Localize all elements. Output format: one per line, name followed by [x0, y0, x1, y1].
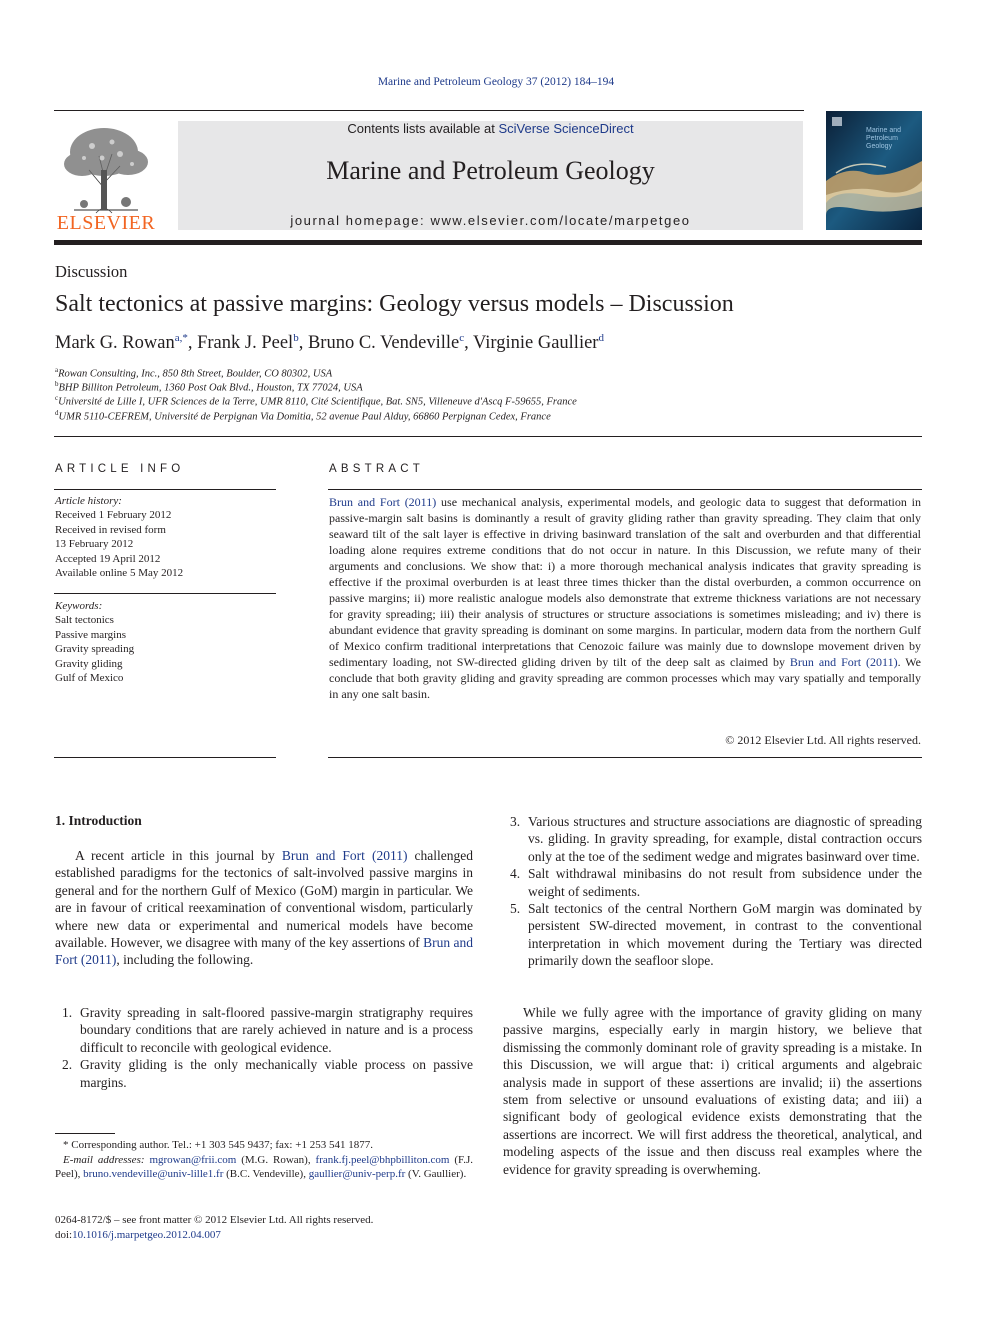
list-text: Salt withdrawal minibasins do not result from subsidence under the weight of sediments.	[528, 866, 922, 899]
email-owner: (M.G. Rowan),	[236, 1153, 316, 1166]
author-name: Frank J. Peel	[197, 333, 294, 354]
article-info-rule	[54, 489, 276, 490]
assertion-list-continued	[503, 813, 922, 970]
author-affiliation-marker[interactable]: d	[598, 332, 604, 344]
author-affiliation-marker[interactable]: b	[293, 332, 299, 344]
list-number: 3.	[510, 814, 521, 829]
affiliation-marker: a	[55, 366, 59, 374]
article-info-rule	[54, 757, 276, 758]
front-matter	[55, 1213, 373, 1242]
intro-paragraph: While we fully agree with the importance of gravity gliding on many passive margins, especially early in margin history, we believe that dismissing the commonly dominant role of gravity spreading is a mistake. In this Discussion, we will argue that: i) critical arguments and algebraic analysis made in support of these assertions are invalid; ii) the assertions stem from selective or unsound evaluations of existing data; and iii) a significant body of geological evidence exists demonstrating that the assertions are incorrect. We will first address the theoretical, analytical, and modeling aspects of the issue and then discuss real examples where the evidence for gravity spreading is overwheming.	[503, 1005, 922, 1177]
email-label: E-mail addresses:	[63, 1153, 150, 1166]
history-entry: Received 1 February 2012	[55, 509, 172, 522]
author-name: Bruno C. Vendeville	[307, 333, 460, 354]
affiliation	[55, 380, 363, 394]
email-addresses	[55, 1153, 473, 1182]
author[interactable]	[55, 333, 197, 353]
abstract-rule	[328, 757, 922, 758]
email-owner: (F.J. Peel),	[55, 1153, 474, 1180]
journal-reference[interactable]: Marine and Petroleum Geology 37 (2012) 184–194	[377, 76, 615, 88]
paragraph-text: challenged established paradigms for the tectonics of salt-involved passive margins in general and for the northern Gulf of Mexico (GoM) margin in particular. We are in favour of critical reexamination of conventional wisdom, particularly where new data or experimental and numerical models have become available. However, we disagree with many of the key assertions of	[55, 848, 473, 951]
issn-line: 0264-8172/$ – see front matter © 2012 Elsevier Ltd. All rights reserved.	[55, 1214, 374, 1226]
keywords-label: Keywords:	[55, 600, 103, 612]
affiliations-rule	[54, 436, 922, 437]
email-owner: (B.C. Vendeville),	[223, 1168, 309, 1180]
citation-link[interactable]: Brun and Fort (2011)	[329, 495, 437, 509]
paragraph-text: A recent article in this journal by	[75, 848, 282, 863]
author-list	[55, 332, 604, 354]
affiliation	[55, 409, 551, 423]
list-number: 4.	[510, 866, 521, 882]
list-text: Salt tectonics of the central Northern GoM margin was dominated by persistent SW-directed movement, in contrast to the conventional interpretation in which movement during the Tertiary was directed primarily down the seafloor slope.	[528, 901, 922, 969]
abstract-rule	[328, 489, 922, 490]
email-link[interactable]: gaullier@univ-perp.fr	[308, 1168, 406, 1180]
keyword: Gravity gliding	[55, 657, 123, 670]
cover-title-line: Petroleum	[866, 135, 898, 142]
journal-name: Marine and Petroleum Geology	[326, 156, 655, 185]
doi-label: doi:	[55, 1228, 73, 1241]
corresponding-author-note: * Corresponding author. Tel.: +1 303 545 9437; fax: +1 253 541 1877.	[63, 1139, 373, 1151]
email-link[interactable]: mgrowan@frii.com	[149, 1153, 237, 1166]
section-type: Discussion	[55, 262, 128, 281]
list-number: 1.	[62, 1005, 73, 1020]
author-separator: ,	[298, 333, 308, 354]
author[interactable]	[308, 333, 473, 353]
list-item	[55, 1056, 473, 1091]
article-title: Salt tectonics at passive margins: Geology versus models – Discussion	[55, 291, 734, 317]
author-separator: ,	[464, 333, 474, 354]
affiliation	[55, 394, 577, 408]
keyword: Gulf of Mexico	[55, 672, 124, 685]
author-affiliation-marker[interactable]: a,*	[174, 332, 188, 344]
contents-prefix: Contents lists available at	[347, 121, 499, 136]
list-item	[503, 900, 922, 970]
list-text: Gravity spreading in salt-floored passive-margin stratigraphy requires boundary conditions that are rarely achieved in nature and is a process difficult to reconcile with geological evidence.	[80, 1005, 473, 1055]
history-entry: Available online 5 May 2012	[55, 567, 184, 580]
keyword: Gravity spreading	[55, 643, 135, 656]
journal-homepage[interactable]: journal homepage: www.elsevier.com/locate/marpetgeo	[290, 213, 691, 228]
section-heading: 1. Introduction	[55, 813, 142, 828]
cover-title-line: Marine and	[866, 127, 902, 134]
author[interactable]	[473, 333, 604, 353]
journal-cover-image	[826, 111, 922, 230]
history-entry: Received in revised form	[55, 523, 166, 536]
list-text: Various structures and structure associations are diagnostic of spreading vs. gliding. In gravity spreading, for example, distal contraction occurs only at the toe of the sediment wedge and migrates basinward over time.	[528, 814, 922, 864]
list-number: 5.	[510, 901, 521, 917]
intro-paragraph	[55, 847, 473, 969]
elsevier-wordmark: ELSEVIER	[56, 212, 156, 234]
author-name: Virginie Gaullier	[473, 333, 599, 354]
citation-link[interactable]: Brun and Fort (2011)	[789, 655, 898, 669]
citation-link[interactable]: Brun and Fort (2011)	[281, 848, 408, 863]
contents-availability-line	[178, 121, 803, 136]
paragraph-text: , including the following.	[116, 952, 254, 968]
doi-link[interactable]: 10.1016/j.marpetgeo.2012.04.007	[72, 1228, 221, 1241]
abstract-text: use mechanical analysis, experimental models, and geologic data to suggest that deformation in passive-margin salt basins is dominantly a result of gravity gliding rather than gravity spreading. They claim that only seaward tilt of the salt layer is effective in driving basinward translation of the salt and overburden and that differential loading alone requires extreme conditions that do not occur in nature. In this Discussion, we refute many of their arguments and conclusions. We show that: i) a more thorough mechanical analysis indicates that gravity spreading is effective if the proximal overburden is at least three times thicker than the distal overburden, a common occurrence on passive margins; ii) more realistic analogue models also demonstrate that extreme thickness variations are not necessary for gravity spreading; iii) their analysis of structures or structure associations is sometimes misleading; and iv) there is abundant evidence that gravity spreading is dominant on some margins. In particular, modern data from the northern Gulf of Mexico confirm traditional interpretations that Cenozoic failure was mainly due to downslope movement driven by sedimentary loading, not SW-directed gliding driven by tilt of the deep salt as claimed by	[329, 495, 922, 669]
article-history	[55, 494, 183, 580]
affiliation-marker: d	[55, 409, 59, 417]
list-item	[503, 813, 922, 865]
list-number: 2.	[62, 1057, 73, 1073]
affiliation-text: Université de Lille I, UFR Sciences de la Terre, UMR 8110, Cité Scientifique, Bat. SN5, Villeneuve d'Ascq F-59655, France	[58, 396, 577, 408]
author[interactable]	[197, 333, 308, 353]
affiliation-text: BHP Billiton Petroleum, 1360 Post Oak Blvd., Houston, TX 77024, USA	[58, 382, 363, 394]
copyright: © 2012 Elsevier Ltd. All rights reserved.	[725, 733, 921, 747]
cover-title-line: Geology	[866, 143, 893, 150]
affiliation-marker: c	[55, 394, 59, 402]
affiliation-marker: b	[55, 380, 59, 388]
article-info-heading: ARTICLE INFO	[55, 463, 185, 475]
affiliation-text: Rowan Consulting, Inc., 850 8th Street, Boulder, CO 80302, USA	[58, 368, 333, 380]
abstract-heading: ABSTRACT	[329, 463, 424, 475]
history-entry: 13 February 2012	[55, 538, 134, 551]
email-link[interactable]: bruno.vendeville@univ-lille1.fr	[83, 1168, 224, 1180]
assertion-list	[55, 1004, 473, 1091]
affiliation-text: UMR 5110-CEFREM, Université de Perpignan Via Domitia, 52 avenue Paul Alduy, 66860 Perpignan Cedex, France	[58, 411, 551, 423]
list-text: Gravity gliding is the only mechanically viable process on passive margins.	[80, 1057, 473, 1090]
header-thick-rule	[54, 240, 922, 245]
citation-link[interactable]: Brun and Fort (2011)	[55, 935, 473, 968]
keyword: Passive margins	[55, 628, 126, 641]
author-separator: ,	[187, 333, 198, 354]
email-link[interactable]: frank.fj.peel@bhpbilliton.com	[315, 1153, 450, 1166]
keyword: Salt tectonics	[55, 614, 114, 627]
article-info-rule	[54, 593, 276, 594]
abstract-body	[329, 494, 921, 702]
history-entry: Accepted 19 April 2012	[55, 552, 161, 565]
sciencedirect-link[interactable]: SciVerse ScienceDirect	[498, 121, 634, 136]
doi-line	[55, 1228, 373, 1243]
footnote	[55, 1138, 473, 1182]
affiliation	[55, 366, 332, 380]
author-name: Mark G. Rowan	[55, 333, 175, 354]
email-owner: (V. Gaullier).	[405, 1168, 467, 1180]
footnote-rule	[55, 1133, 115, 1134]
header-rule	[54, 110, 804, 111]
cover-title	[866, 127, 901, 151]
history-label: Article history:	[55, 495, 122, 507]
list-item	[503, 865, 922, 900]
abstract-text: . We conclude that both gravity gliding and gravity spreading are common processes which may vary spatially and temporally in any one salt basin.	[329, 655, 921, 701]
author-affiliation-marker[interactable]: c	[459, 332, 465, 344]
list-item	[55, 1004, 473, 1056]
keywords	[55, 599, 134, 685]
